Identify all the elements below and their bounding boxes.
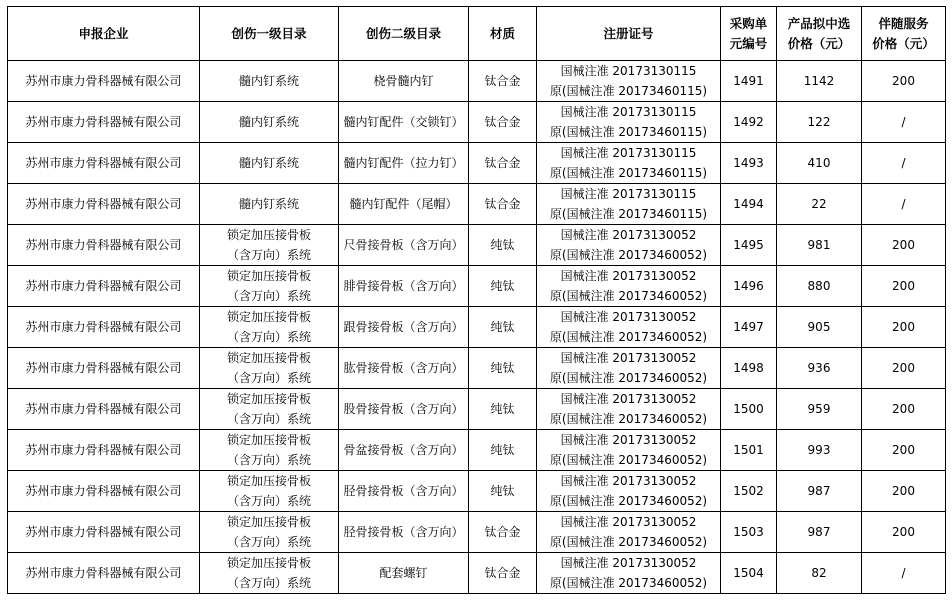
cell-level1: 锁定加压接骨板 （含万向）系统 [200,471,339,512]
cell-service-price: / [862,553,946,594]
cell-service-price: 200 [862,225,946,266]
header-unit-no: 采购单 元编号 [721,7,777,61]
cell-price: 993 [777,430,862,471]
cell-material: 纯钛 [469,307,537,348]
cell-unit-no: 1494 [721,184,777,225]
cell-price: 936 [777,348,862,389]
cell-level2: 股骨接骨板（含万向） [339,389,469,430]
cell-price: 122 [777,102,862,143]
cell-price: 410 [777,143,862,184]
cell-material: 纯钛 [469,471,537,512]
cell-unit-no: 1500 [721,389,777,430]
table-row [8,389,946,430]
cell-price: 82 [777,553,862,594]
cell-level1: 锁定加压接骨板 （含万向）系统 [200,389,339,430]
cell-material: 钛合金 [469,102,537,143]
cell-material: 纯钛 [469,266,537,307]
cell-material: 纯钛 [469,348,537,389]
cell-service-price: / [862,102,946,143]
cell-company: 苏州市康力骨科器械有限公司 [8,143,200,184]
cell-material: 钛合金 [469,143,537,184]
cell-level1: 锁定加压接骨板 （含万向）系统 [200,266,339,307]
cell-company: 苏州市康力骨科器械有限公司 [8,184,200,225]
cell-service-price: 200 [862,307,946,348]
cell-service-price: 200 [862,512,946,553]
table-row [8,143,946,184]
table-row [8,553,946,594]
cell-level2: 配套螺钉 [339,553,469,594]
cell-service-price: 200 [862,266,946,307]
cell-level1: 髓内钉系统 [200,61,339,102]
cell-reg-no: 国械注准 20173130052 原(国械注准 20173460052) [537,348,721,389]
cell-level2: 肱骨接骨板（含万向） [339,348,469,389]
table-row [8,430,946,471]
cell-level2: 骨盆接骨板（含万向） [339,430,469,471]
cell-company: 苏州市康力骨科器械有限公司 [8,553,200,594]
cell-material: 纯钛 [469,225,537,266]
table-body [8,61,946,594]
cell-unit-no: 1503 [721,512,777,553]
cell-price: 987 [777,512,862,553]
cell-reg-no: 国械注准 20173130052 原(国械注准 20173460052) [537,553,721,594]
cell-level1: 锁定加压接骨板 （含万向）系统 [200,553,339,594]
cell-level1: 锁定加压接骨板 （含万向）系统 [200,307,339,348]
table-row [8,348,946,389]
cell-reg-no: 国械注准 20173130115 原(国械注准 20173460115) [537,102,721,143]
header-price: 产品拟中选 价格（元） [777,7,862,61]
table-row [8,471,946,512]
table-row [8,225,946,266]
cell-service-price: / [862,143,946,184]
cell-reg-no: 国械注准 20173130052 原(国械注准 20173460052) [537,512,721,553]
cell-company: 苏州市康力骨科器械有限公司 [8,266,200,307]
cell-price: 981 [777,225,862,266]
cell-level1: 锁定加压接骨板 （含万向）系统 [200,430,339,471]
cell-company: 苏州市康力骨科器械有限公司 [8,307,200,348]
cell-price: 959 [777,389,862,430]
cell-level2: 桡骨髓内钉 [339,61,469,102]
table-row [8,266,946,307]
procurement-table [7,6,946,594]
cell-material: 钛合金 [469,553,537,594]
cell-reg-no: 国械注准 20173130052 原(国械注准 20173460052) [537,266,721,307]
cell-service-price: 200 [862,430,946,471]
cell-unit-no: 1504 [721,553,777,594]
cell-material: 钛合金 [469,512,537,553]
cell-material: 钛合金 [469,184,537,225]
cell-company: 苏州市康力骨科器械有限公司 [8,225,200,266]
cell-level1: 髓内钉系统 [200,102,339,143]
cell-level1: 锁定加压接骨板 （含万向）系统 [200,512,339,553]
cell-price: 880 [777,266,862,307]
cell-company: 苏州市康力骨科器械有限公司 [8,389,200,430]
cell-material: 钛合金 [469,61,537,102]
cell-level1: 髓内钉系统 [200,184,339,225]
cell-unit-no: 1491 [721,61,777,102]
cell-unit-no: 1498 [721,348,777,389]
table-row [8,307,946,348]
cell-service-price: / [862,184,946,225]
cell-service-price: 200 [862,348,946,389]
header-company: 申报企业 [8,7,200,61]
cell-unit-no: 1501 [721,430,777,471]
cell-level1: 髓内钉系统 [200,143,339,184]
cell-unit-no: 1493 [721,143,777,184]
header-row [8,7,946,61]
table-row [8,512,946,553]
cell-company: 苏州市康力骨科器械有限公司 [8,102,200,143]
cell-level2: 腓骨接骨板（含万向） [339,266,469,307]
cell-reg-no: 国械注准 20173130052 原(国械注准 20173460052) [537,389,721,430]
cell-company: 苏州市康力骨科器械有限公司 [8,61,200,102]
cell-reg-no: 国械注准 20173130052 原(国械注准 20173460052) [537,307,721,348]
cell-unit-no: 1497 [721,307,777,348]
header-level1: 创伤一级目录 [200,7,339,61]
cell-level1: 锁定加压接骨板 （含万向）系统 [200,348,339,389]
cell-unit-no: 1496 [721,266,777,307]
cell-reg-no: 国械注准 20173130115 原(国械注准 20173460115) [537,61,721,102]
cell-company: 苏州市康力骨科器械有限公司 [8,512,200,553]
cell-level2: 髓内钉配件（尾帽） [339,184,469,225]
header-service-price: 伴随服务 价格（元） [862,7,946,61]
cell-reg-no: 国械注准 20173130052 原(国械注准 20173460052) [537,225,721,266]
cell-company: 苏州市康力骨科器械有限公司 [8,348,200,389]
cell-price: 1142 [777,61,862,102]
cell-service-price: 200 [862,471,946,512]
cell-unit-no: 1495 [721,225,777,266]
cell-level2: 胫骨接骨板（含万向） [339,512,469,553]
cell-level2: 髓内钉配件（拉力钉） [339,143,469,184]
cell-reg-no: 国械注准 20173130115 原(国械注准 20173460115) [537,143,721,184]
table-row [8,184,946,225]
header-level2: 创伤二级目录 [339,7,469,61]
cell-material: 纯钛 [469,389,537,430]
cell-unit-no: 1502 [721,471,777,512]
header-reg-no: 注册证号 [537,7,721,61]
table-row [8,102,946,143]
header-material: 材质 [469,7,537,61]
cell-service-price: 200 [862,61,946,102]
table-row [8,61,946,102]
cell-price: 905 [777,307,862,348]
cell-reg-no: 国械注准 20173130052 原(国械注准 20173460052) [537,471,721,512]
cell-company: 苏州市康力骨科器械有限公司 [8,471,200,512]
cell-service-price: 200 [862,389,946,430]
cell-level2: 跟骨接骨板（含万向） [339,307,469,348]
cell-reg-no: 国械注准 20173130052 原(国械注准 20173460052) [537,430,721,471]
cell-price: 22 [777,184,862,225]
cell-level2: 尺骨接骨板（含万向） [339,225,469,266]
cell-material: 纯钛 [469,430,537,471]
cell-price: 987 [777,471,862,512]
cell-level2: 胫骨接骨板（含万向） [339,471,469,512]
cell-level1: 锁定加压接骨板 （含万向）系统 [200,225,339,266]
procurement-table-container [7,6,946,594]
cell-company: 苏州市康力骨科器械有限公司 [8,430,200,471]
cell-unit-no: 1492 [721,102,777,143]
cell-level2: 髓内钉配件（交锁钉） [339,102,469,143]
cell-reg-no: 国械注准 20173130115 原(国械注准 20173460115) [537,184,721,225]
